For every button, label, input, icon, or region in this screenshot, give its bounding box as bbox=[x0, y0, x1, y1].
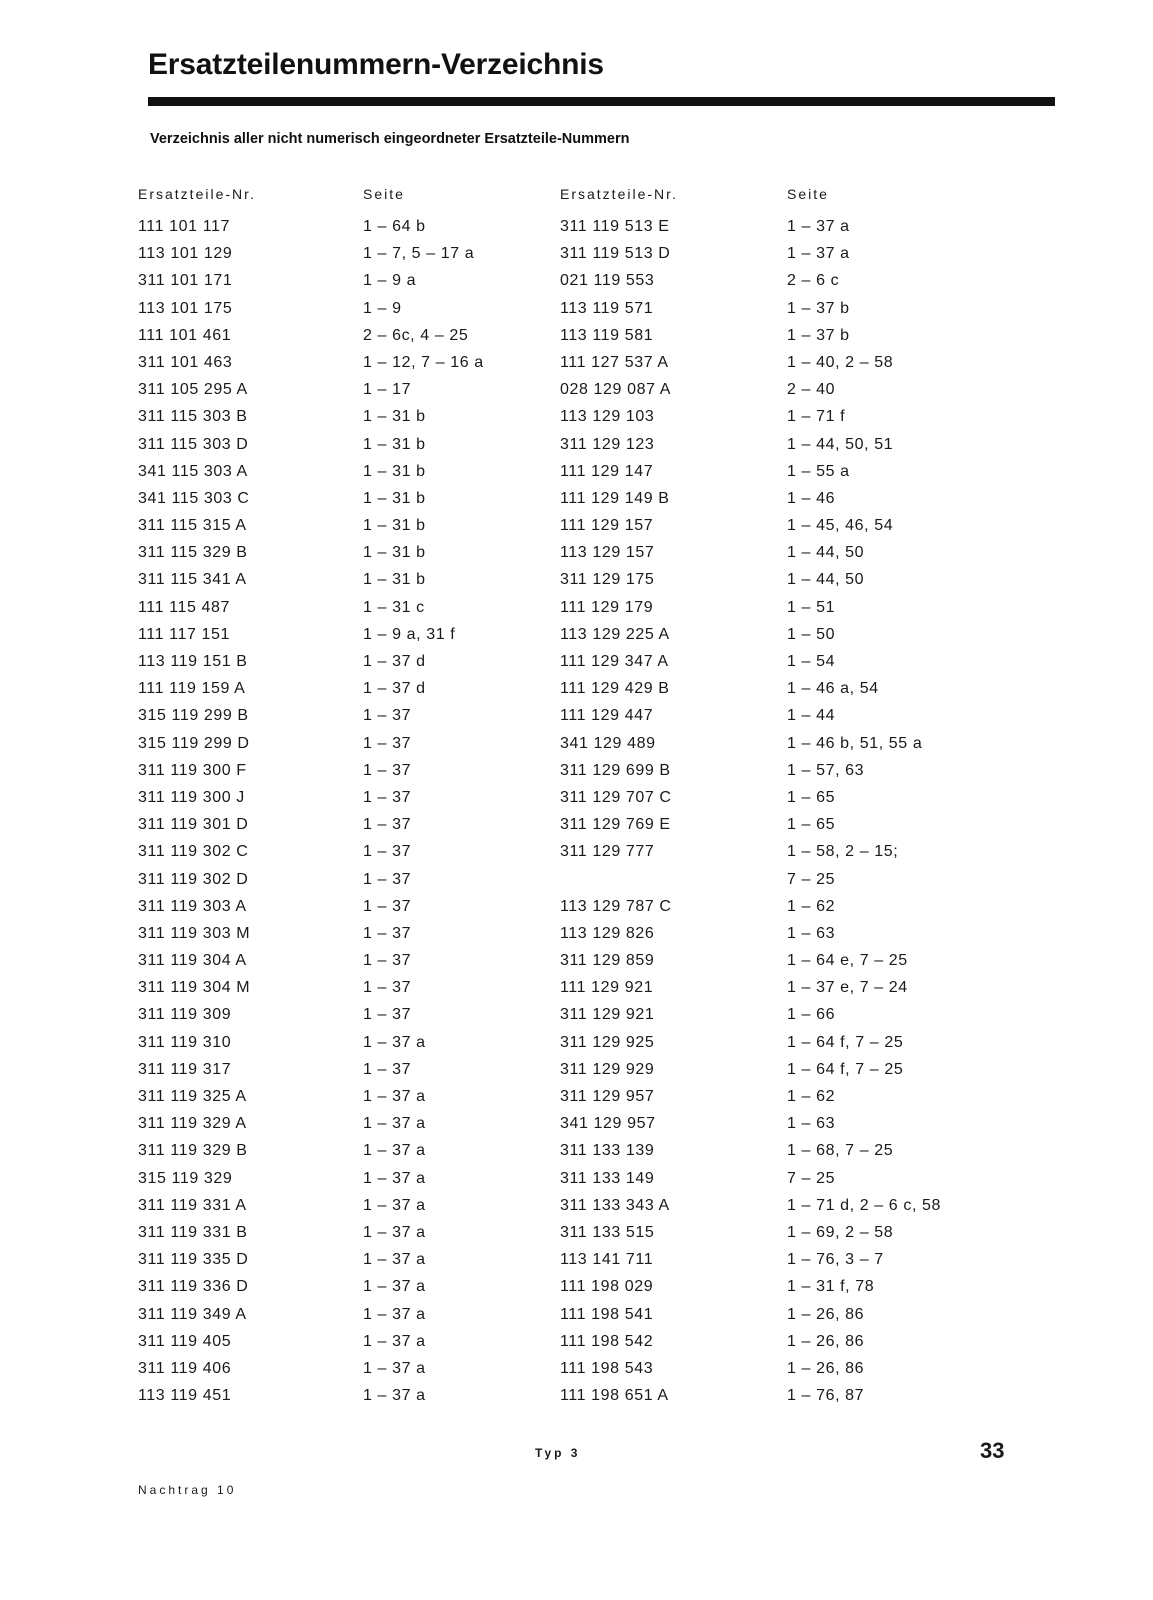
part-number-cell: 311 119 331 B bbox=[138, 1223, 248, 1241]
part-number-cell: 111 129 179 bbox=[560, 598, 654, 616]
page-reference-cell: 1 – 71 f bbox=[787, 408, 846, 426]
part-number-cell: 111 198 651 A bbox=[560, 1387, 669, 1405]
part-number-cell: 341 115 303 C bbox=[138, 489, 250, 507]
page-reference-cell: 1 – 37 a bbox=[363, 1033, 426, 1051]
part-number-cell: 311 129 769 E bbox=[560, 816, 671, 834]
part-number-cell: 111 129 447 bbox=[560, 707, 654, 725]
part-number-cell: 311 119 335 D bbox=[138, 1251, 249, 1269]
left-page-header: Seite bbox=[363, 186, 405, 202]
page-reference-cell: 1 – 26, 86 bbox=[787, 1359, 865, 1377]
part-number-cell: 111 115 487 bbox=[138, 598, 231, 616]
part-number-cell: 315 119 299 D bbox=[138, 734, 250, 752]
part-number-cell: 311 119 301 D bbox=[138, 816, 249, 834]
page-reference-cell: 1 – 37 a bbox=[363, 1142, 426, 1160]
part-number-cell: 111 127 537 A bbox=[560, 353, 669, 371]
page-reference-cell: 2 – 40 bbox=[787, 381, 836, 399]
page-reference-cell: 1 – 37 a bbox=[363, 1251, 426, 1269]
page-reference-cell: 1 – 31 b bbox=[363, 544, 426, 562]
page-reference-cell: 1 – 37 a bbox=[363, 1387, 426, 1405]
page-reference-cell: 1 – 37 bbox=[363, 816, 412, 834]
page-reference-cell: 1 – 37 a bbox=[363, 1332, 426, 1350]
part-number-cell: 111 101 461 bbox=[138, 326, 232, 344]
part-number-cell: 111 129 147 bbox=[560, 462, 654, 480]
part-number-cell: 311 115 341 A bbox=[138, 571, 247, 589]
part-number-cell: 111 101 117 bbox=[138, 218, 231, 235]
page-reference-cell: 1 – 37 a bbox=[363, 1223, 426, 1241]
part-number-cell: 311 115 303 D bbox=[138, 435, 249, 453]
part-number-cell: 021 119 553 bbox=[560, 272, 655, 290]
part-number-cell: 311 129 859 bbox=[560, 952, 655, 970]
part-number-cell: 113 129 157 bbox=[560, 544, 655, 562]
part-number-cell: 311 129 957 bbox=[560, 1088, 655, 1105]
page-reference-cell: 1 – 37 b bbox=[787, 299, 850, 317]
page-reference-cell: 1 – 51 bbox=[787, 598, 836, 616]
part-number-cell: 311 119 304 M bbox=[138, 979, 251, 997]
page-reference-cell: 1 – 58, 2 – 15; bbox=[787, 843, 899, 861]
part-number-cell: 311 119 513 D bbox=[560, 245, 671, 263]
left-part-number-header: Ersatzteile-Nr. bbox=[138, 186, 256, 202]
part-number-cell: 028 129 087 A bbox=[560, 381, 672, 399]
page-reference-cell: 1 – 37 e, 7 – 24 bbox=[787, 979, 908, 997]
page-reference-cell: 1 – 55 a bbox=[787, 462, 850, 480]
part-number-cell: 311 119 302 D bbox=[138, 870, 249, 888]
page-reference-cell: 7 – 25 bbox=[787, 1169, 836, 1187]
part-number-cell: 113 101 129 bbox=[138, 245, 233, 263]
part-number-cell: 311 133 139 bbox=[560, 1142, 655, 1160]
page-reference-cell: 1 – 50 bbox=[787, 625, 836, 643]
part-number-cell: 311 119 302 C bbox=[138, 843, 249, 861]
page-reference-cell: 1 – 64 e, 7 – 25 bbox=[787, 952, 908, 970]
page-reference-cell: 1 – 37 a bbox=[363, 1088, 426, 1105]
part-number-cell: 311 129 925 bbox=[560, 1033, 655, 1051]
page-reference-cell: 2 – 6c, 4 – 25 bbox=[363, 326, 469, 344]
page-reference-cell: 1 – 37 a bbox=[363, 1305, 426, 1323]
page-reference-cell: 1 – 31 b bbox=[363, 462, 426, 480]
page-reference-cell: 1 – 31 f, 78 bbox=[787, 1278, 875, 1296]
part-number-cell: 311 115 303 B bbox=[138, 408, 248, 426]
page-reference-cell: 1 – 37 bbox=[363, 788, 412, 806]
page-reference-cell: 1 – 46 b, 51, 55 a bbox=[787, 734, 923, 752]
part-number-cell: 341 129 957 bbox=[560, 1115, 656, 1133]
page-reference-cell: 1 – 31 c bbox=[363, 598, 425, 616]
page-reference-cell: 1 – 37 b bbox=[787, 326, 850, 344]
page-reference-cell: 1 – 66 bbox=[787, 1006, 836, 1024]
part-number-cell: 111 198 029 bbox=[560, 1278, 654, 1296]
part-number-cell: 341 115 303 A bbox=[138, 462, 248, 480]
part-number-cell: 315 119 329 bbox=[138, 1169, 233, 1187]
part-number-cell: 311 119 336 D bbox=[138, 1278, 249, 1296]
part-number-cell: 311 129 123 bbox=[560, 435, 655, 453]
page-reference-cell: 1 – 40, 2 – 58 bbox=[787, 353, 894, 371]
part-number-cell: 311 129 929 bbox=[560, 1060, 655, 1078]
page-reference-cell: 1 – 31 b bbox=[363, 571, 426, 589]
part-number-cell: 311 115 315 A bbox=[138, 517, 247, 535]
footer-type: Typ 3 bbox=[535, 1446, 581, 1460]
page-reference-cell: 1 – 37 a bbox=[787, 245, 850, 263]
page-reference-cell: 1 – 65 bbox=[787, 816, 836, 834]
part-number-cell: 311 129 707 C bbox=[560, 788, 672, 806]
page-reference-cell: 1 – 31 b bbox=[363, 408, 426, 426]
part-number-cell: 311 119 513 E bbox=[560, 218, 670, 235]
part-number-cell: 311 119 349 A bbox=[138, 1305, 247, 1323]
page-reference-cell: 2 – 6 c bbox=[787, 272, 840, 290]
right-page-column bbox=[787, 180, 941, 1409]
part-number-cell: 311 119 329 A bbox=[138, 1115, 247, 1133]
title-rule bbox=[148, 97, 1055, 106]
left-page-column bbox=[363, 180, 484, 1409]
page-reference-cell: 1 – 62 bbox=[787, 897, 836, 915]
right-page-header: Seite bbox=[787, 186, 829, 202]
page-reference-cell: 1 – 44 bbox=[787, 707, 836, 725]
page-reference-cell: 1 – 46 a, 54 bbox=[787, 680, 879, 698]
part-number-cell: 113 119 581 bbox=[560, 326, 654, 344]
page-reference-cell: 1 – 37 bbox=[363, 1006, 412, 1024]
page-reference-cell: 1 – 31 b bbox=[363, 435, 426, 453]
left-part-number-column bbox=[138, 180, 256, 1409]
part-number-cell: 111 117 151 bbox=[138, 625, 231, 643]
part-number-cell: 113 129 225 A bbox=[560, 625, 670, 643]
part-number-cell: 113 101 175 bbox=[138, 299, 233, 317]
page-title: Ersatzteilenummern-Verzeichnis bbox=[148, 48, 604, 81]
part-number-cell: 311 101 171 bbox=[138, 272, 233, 290]
page-reference-cell: 1 – 76, 3 – 7 bbox=[787, 1251, 884, 1269]
part-number-cell: 111 119 159 A bbox=[138, 680, 246, 698]
part-number-cell: 111 198 543 bbox=[560, 1359, 654, 1377]
page-reference-cell: 1 – 37 bbox=[363, 952, 412, 970]
page-subtitle: Verzeichnis aller nicht numerisch eingeordneter Ersatzteile-Nummern bbox=[150, 131, 630, 147]
page-reference-cell: 1 – 63 bbox=[787, 924, 836, 942]
part-number-cell: 311 129 175 bbox=[560, 571, 655, 589]
part-number-cell: 111 129 429 B bbox=[560, 680, 670, 698]
page-reference-cell: 1 – 37 bbox=[363, 734, 412, 752]
part-number-cell: 311 119 300 J bbox=[138, 788, 245, 806]
part-number-cell: 113 119 151 B bbox=[138, 653, 248, 670]
page-reference-cell: 1 – 64 f, 7 – 25 bbox=[787, 1060, 904, 1078]
part-number-cell: 311 119 325 A bbox=[138, 1088, 247, 1105]
page-reference-cell: 1 – 37 bbox=[363, 897, 412, 915]
page-reference-cell: 1 – 9 a bbox=[363, 272, 417, 290]
page-reference-cell: 1 – 26, 86 bbox=[787, 1332, 865, 1350]
part-number-cell: 311 101 463 bbox=[138, 353, 233, 371]
part-number-cell: 311 129 699 B bbox=[560, 761, 671, 779]
page-reference-cell: 1 – 9 bbox=[363, 299, 402, 317]
part-number-cell: 113 129 787 C bbox=[560, 897, 672, 915]
page-reference-cell: 1 – 37 bbox=[363, 843, 412, 861]
page-reference-cell: 1 – 37 a bbox=[787, 218, 850, 235]
part-number-cell: 311 133 343 A bbox=[560, 1196, 670, 1214]
page-reference-cell: 1 – 64 f, 7 – 25 bbox=[787, 1033, 904, 1051]
part-number-cell: 311 119 331 A bbox=[138, 1196, 247, 1214]
part-number-cell: 311 105 295 A bbox=[138, 381, 248, 399]
page-reference-cell: 1 – 37 a bbox=[363, 1169, 426, 1187]
page-reference-cell: 1 – 12, 7 – 16 a bbox=[363, 353, 484, 371]
part-number-cell: 111 129 921 bbox=[560, 979, 654, 997]
page-reference-cell: 7 – 25 bbox=[787, 870, 836, 888]
part-number-cell: 113 129 103 bbox=[560, 408, 655, 426]
part-number-cell: 311 133 515 bbox=[560, 1223, 655, 1241]
part-number-cell: 113 119 571 bbox=[560, 299, 654, 317]
part-number-cell: 311 119 304 A bbox=[138, 952, 247, 970]
page-reference-cell: 1 – 17 bbox=[363, 381, 412, 399]
page-reference-cell: 1 – 44, 50, 51 bbox=[787, 435, 894, 453]
part-number-cell: 111 129 149 B bbox=[560, 489, 670, 507]
part-number-cell: 311 119 317 bbox=[138, 1060, 232, 1078]
page-reference-cell: 1 – 9 a, 31 f bbox=[363, 625, 456, 643]
part-number-cell: 311 119 309 bbox=[138, 1006, 232, 1024]
page-reference-cell: 1 – 65 bbox=[787, 788, 836, 806]
page-reference-cell: 1 – 37 a bbox=[363, 1359, 426, 1377]
part-number-cell: 315 119 299 B bbox=[138, 707, 249, 725]
part-number-cell: 111 129 157 bbox=[560, 517, 654, 535]
page-reference-cell: 1 – 37 bbox=[363, 707, 412, 725]
page-reference-cell: 1 – 37 bbox=[363, 979, 412, 997]
page-reference-cell: 1 – 71 d, 2 – 6 c, 58 bbox=[787, 1196, 942, 1214]
part-number-cell bbox=[560, 866, 678, 893]
part-number-cell: 311 119 405 bbox=[138, 1332, 232, 1350]
page-reference-cell: 1 – 26, 86 bbox=[787, 1305, 865, 1323]
page-reference-cell: 1 – 62 bbox=[787, 1088, 836, 1105]
part-number-cell: 341 129 489 bbox=[560, 734, 656, 752]
part-number-cell: 311 119 406 bbox=[138, 1359, 232, 1377]
part-number-cell: 113 129 826 bbox=[560, 924, 655, 942]
page-reference-cell: 1 – 63 bbox=[787, 1115, 836, 1133]
page-reference-cell: 1 – 37 d bbox=[363, 653, 426, 670]
page-reference-cell: 1 – 37 a bbox=[363, 1278, 426, 1296]
part-number-cell: 111 198 541 bbox=[560, 1305, 654, 1323]
part-number-cell: 311 119 303 M bbox=[138, 924, 251, 942]
right-part-number-header: Ersatzteile-Nr. bbox=[560, 186, 678, 202]
part-number-cell: 111 129 347 A bbox=[560, 653, 669, 670]
page-reference-cell: 1 – 31 b bbox=[363, 517, 426, 535]
part-number-cell: 113 141 711 bbox=[560, 1251, 654, 1269]
page-reference-cell: 1 – 44, 50 bbox=[787, 571, 865, 589]
page-reference-cell: 1 – 37 bbox=[363, 870, 412, 888]
part-number-cell: 311 119 310 bbox=[138, 1033, 232, 1051]
page-reference-cell: 1 – 69, 2 – 58 bbox=[787, 1223, 894, 1241]
page-reference-cell: 1 – 64 b bbox=[363, 218, 426, 235]
page-reference-cell: 1 – 31 b bbox=[363, 489, 426, 507]
page-reference-cell: 1 – 45, 46, 54 bbox=[787, 517, 894, 535]
part-number-cell: 311 115 329 B bbox=[138, 544, 248, 562]
part-number-cell: 311 133 149 bbox=[560, 1169, 655, 1187]
part-number-cell: 311 119 329 B bbox=[138, 1142, 248, 1160]
page-reference-cell: 1 – 37 bbox=[363, 1060, 412, 1078]
page-reference-cell: 1 – 44, 50 bbox=[787, 544, 865, 562]
page-reference-cell: 1 – 37 bbox=[363, 924, 412, 942]
page-reference-cell: 1 – 54 bbox=[787, 653, 836, 670]
part-number-cell: 111 198 542 bbox=[560, 1332, 654, 1350]
page-reference-cell: 1 – 46 bbox=[787, 489, 836, 507]
page-reference-cell: 1 – 7, 5 – 17 a bbox=[363, 245, 475, 263]
part-number-cell: 113 119 451 bbox=[138, 1387, 232, 1405]
page-reference-cell: 1 – 68, 7 – 25 bbox=[787, 1142, 894, 1160]
page-reference-cell: 1 – 37 bbox=[363, 761, 412, 779]
page-reference-cell: 1 – 37 a bbox=[363, 1115, 426, 1133]
right-part-number-column bbox=[560, 180, 678, 1409]
page-reference-cell: 1 – 76, 87 bbox=[787, 1387, 865, 1405]
page-reference-cell: 1 – 57, 63 bbox=[787, 761, 865, 779]
page-reference-cell: 1 – 37 a bbox=[363, 1196, 426, 1214]
part-number-cell: 311 119 303 A bbox=[138, 897, 247, 915]
part-number-cell: 311 129 921 bbox=[560, 1006, 655, 1024]
page-number: 33 bbox=[980, 1438, 1005, 1463]
footer-supplement: Nachtrag 10 bbox=[138, 1483, 237, 1497]
part-number-cell: 311 129 777 bbox=[560, 843, 655, 861]
page-reference-cell: 1 – 37 d bbox=[363, 680, 426, 698]
part-number-cell: 311 119 300 F bbox=[138, 761, 247, 779]
